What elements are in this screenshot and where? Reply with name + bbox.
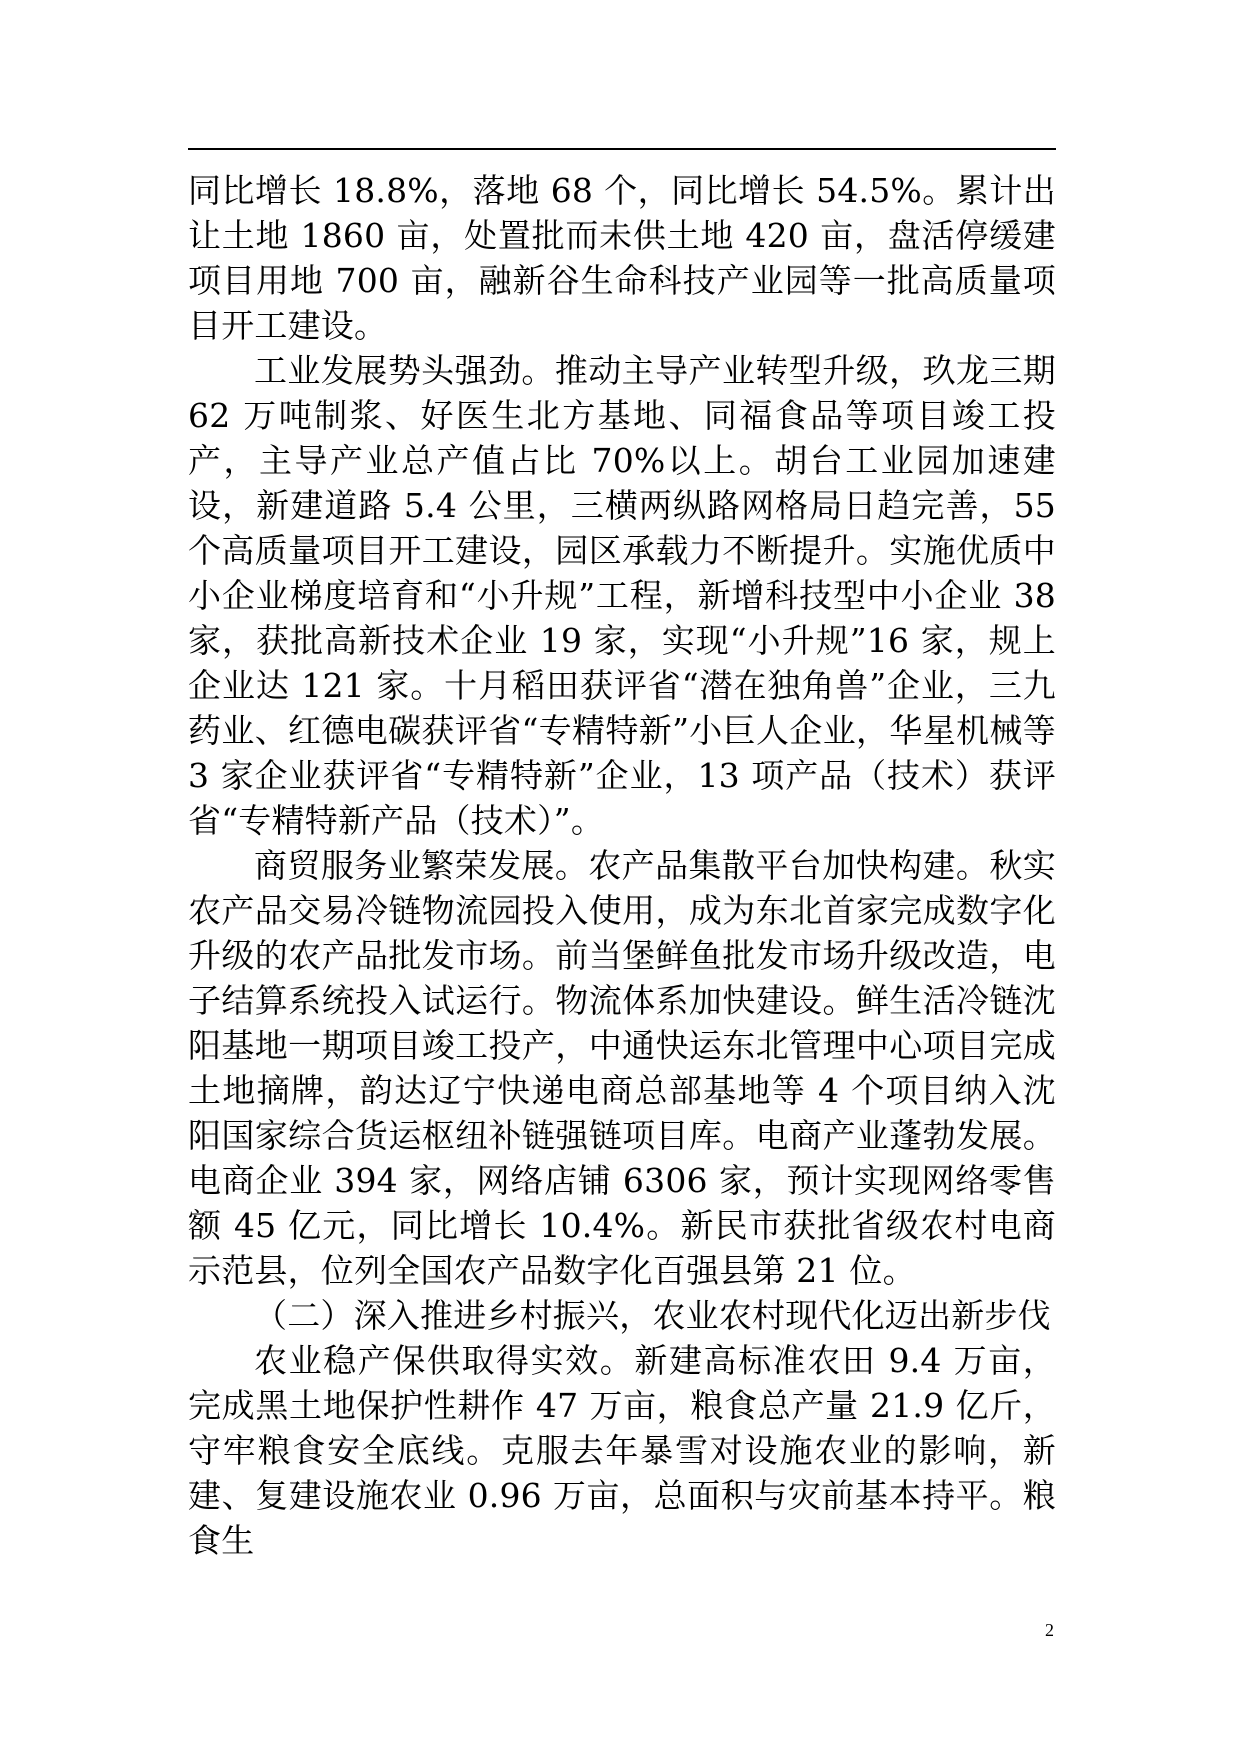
page-number: 2 [1045,1620,1054,1640]
body-text [188,168,1056,1563]
section-heading: （二）深入推进乡村振兴，农业农村现代化迈出新步伐 [254,1296,1051,1335]
paragraph-continuation: 同比增长 18.8%，落地 68 个，同比增长 54.5%。累计出让土地 1860 亩，处置批而未供土地 420 亩，盘活停缓建项目用地 700 亩，融新谷生命科技产业园等一批高质量项目开工建设。 [188,171,1056,345]
paragraph-industry: 工业发展势头强劲。推动主导产业转型升级，玖龙三期 62 万吨制浆、好医生北方基地、同福食品等项目竣工投产，主导产业总产值占比 70%以上。胡台工业园加速建设，新建道路 5.4 公里，三横两纵路网格局日趋完善，55 个高质量项目开工建设，园区承载力不断提升。实施优质中小企业梯度培育和“小升规”工程，新增科技型中小企业 38 家，获批高新技术企业 19 家，实现“小升规”16 家，规上企业达 121 家。十月稻田获评省“潜在独角兽”企业，三九药业、红德电碳获评省“专精特新”小巨人企业，华星机械等 3 家企业获评省“专精特新”企业，13 项产品（技术）获评省“专精特新产品（技术）”。 [188,351,1056,840]
header-rule [188,148,1056,150]
paragraph-agriculture: 农业稳产保供取得实效。新建高标准农田 9.4 万亩，完成黑土地保护性耕作 47 万亩，粮食总产量 21.9 亿斤，守牢粮食安全底线。克服去年暴雪对设施农业的影响，新建、复建设施农业 0.96 万亩，总面积与灾前基本持平。粮食生 [188,1341,1056,1560]
paragraph-commerce: 商贸服务业繁荣发展。农产品集散平台加快构建。秋实农产品交易冷链物流园投入使用，成为东北首家完成数字化升级的农产品批发市场。前当堡鲜鱼批发市场升级改造，电子结算系统投入试运行。物流体系加快建设。鲜生活冷链沈阳基地一期项目竣工投产，中通快运东北管理中心项目完成土地摘牌，韵达辽宁快递电商总部基地等 4 个项目纳入沈阳国家综合货运枢纽补链强链项目库。电商产业蓬勃发展。电商企业 394 家，网络店铺 6306 家，预计实现网络零售额 45 亿元，同比增长 10.4%。新民市获批省级农村电商示范县，位列全国农产品数字化百强县第 21 位。 [188,846,1056,1290]
